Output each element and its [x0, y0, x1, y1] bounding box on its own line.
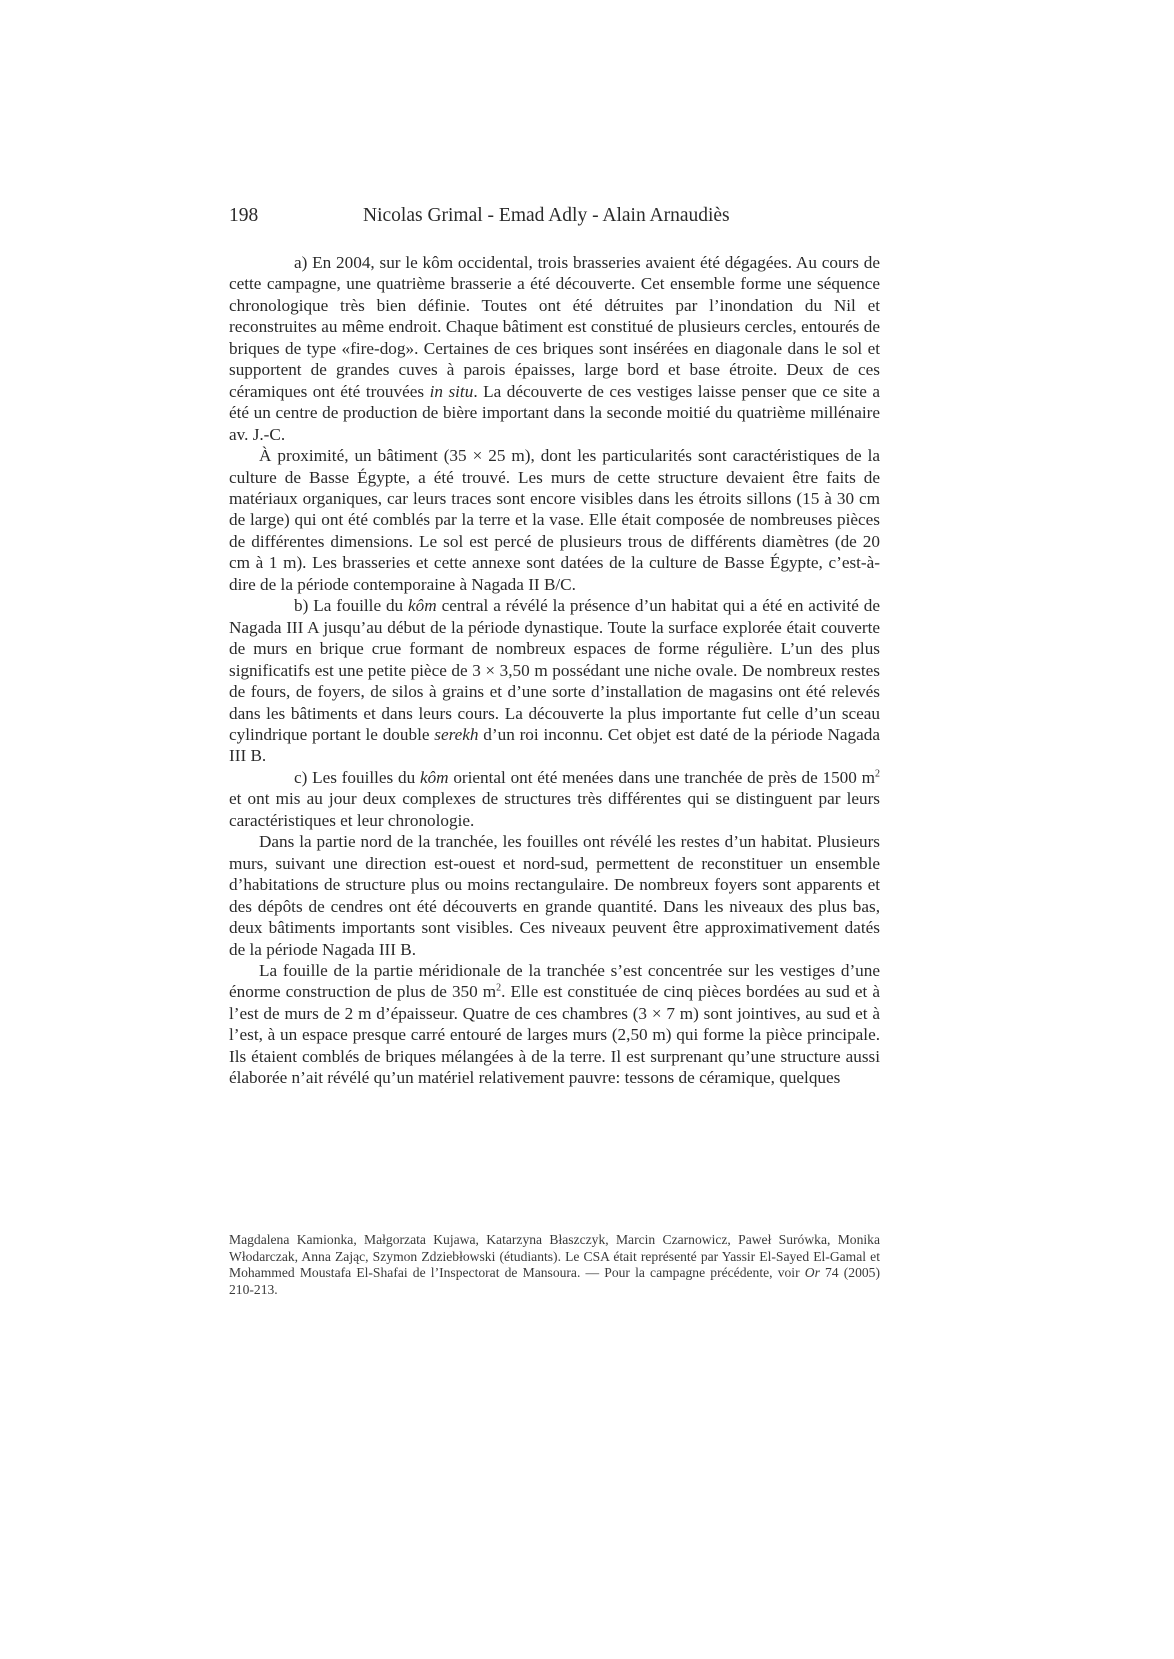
text-run: c) Les fouilles du — [294, 767, 420, 787]
page-header — [229, 201, 879, 231]
body-text — [229, 252, 880, 1089]
superscript: 2 — [496, 982, 502, 994]
text-run: b) La fouille du — [294, 596, 409, 616]
text-run: . La découverte de ces vestiges laisse penser que ce site a été un centre de production de bière important dans la seconde moitié du quatrième millénaire av. J.-C. — [229, 381, 881, 444]
text-run: d’un roi inconnu. Cet objet est daté de la période Nagada III B. — [229, 724, 880, 766]
body-paragraph — [229, 960, 880, 1089]
page-number: 198 — [229, 205, 259, 226]
body-paragraph — [229, 831, 880, 960]
italic-term: Or — [804, 1265, 820, 1280]
text-run: oriental ont été menées dans une tranchée de près de 1500 m — [448, 767, 875, 787]
italic-term: in situ — [429, 381, 474, 401]
text-run: 74 (2005) 210-213. — [229, 1265, 880, 1297]
italic-term: serekh — [434, 724, 479, 744]
text-run: Dans la partie nord de la tranchée, les fouilles ont révélé les restes d’un habitat. Plusieurs murs, suivant une direction est-ouest et nord-sud, permettent de reconstituer un ensemble d’habitations de structure plus ou moins rectangulaire. De nombreux foyers sont apparents et des dépôts de cendres ont été découverts en grande quantité. Dans les niveaux des plus bas, deux bâtiments importants sont visibles. Ces niveaux peuvent être approximativement datés de la période Nagada III B. — [229, 832, 880, 959]
text-run: . Elle est constituée de cinq pièces bordées au sud et à l’est de murs de 2 m d’épaisseur. Quatre de ces chambres (3 × 7 m) sont jointives, au sud et à l’est, à un espace presque carré entouré de larges murs (2,50 m) qui forme la pièce principale. Ils étaient comblés de briques mélangées à de la terre. Il est surprenant qu’une structure aussi élaborée n’ait révélé qu’un matériel relativement pauvre: tessons de céramique, quelques — [229, 982, 880, 1088]
text-run: et ont mis au jour deux complexes de structures très différentes qui se distinguent par leurs caractéristiques et leur chronologie. — [229, 789, 880, 830]
text-run: a) En 2004, sur le kôm occidental, trois brasseries avaient été dégagées. Au cours de cette campagne, une quatrième brasserie a été découverte. Cet ensemble forme une séquence chronologique très bien définie. Toutes ont été détruites par l’inondation du Nil et reconstruites au même endroit. Chaque bâtiment est constitué de plusieurs cercles, entourés de briques de type «fire-dog». Certaines de ces briques sont insérées en diagonale dans le sol et supportent de grandes cuves à parois épaisses, large bord et base étroite. Deux de ces céramiques ont été trouvées — [229, 253, 880, 401]
italic-term: kôm — [419, 767, 449, 787]
running-head: Nicolas Grimal - Emad Adly - Alain Arnaudiès — [363, 205, 730, 226]
footnote-paragraph — [229, 1232, 880, 1298]
italic-term: kôm — [408, 596, 437, 616]
text-run: À proximité, un bâtiment (35 × 25 m), dont les particularités sont caractéristiques de la culture de Basse Égypte, a été trouvé. Les murs de cette structure devaient être faits de matériaux organiques, car leurs traces sont encore visibles dans les étroits sillons (15 à 30 cm de large) qui ont été comblés par la terre et la vase. Elle était composée de nombreuses pièces de différentes dimensions. Le sol est percé de plusieurs trous de différents diamètres (de 20 cm à 1 m). Les brasseries et cette annexe sont datées de la culture de Basse Égypte, c’est-à-dire de la période contemporaine à Nagada II B/C. — [229, 446, 880, 594]
body-paragraph — [229, 595, 880, 767]
text-run: Magdalena Kamionka, Małgorzata Kujawa, Katarzyna Błaszczyk, Marcin Czarnowicz, Paweł Surówka, Monika Włodarczak, Anna Zając, Szymon Zdziebłowski (étudiants). Le CSA était représenté par Yassir El-Sayed El-Gamal et Mohammed Moustafa El-Shafai de l’Inspectorat de Mansoura. — Pour la campagne précédente, voir — [229, 1232, 880, 1280]
body-paragraph — [229, 252, 880, 445]
footnote — [229, 1232, 880, 1298]
text-run: central a révélé la présence d’un habitat qui a été en activité de Nagada III A jusqu’au début de la période dynastique. Toute la surface explorée était couverte de murs en brique crue formant de nombreux espaces de forme régulière. L’un des plus significatifs est une petite pièce de 3 × 3,50 m possédant une niche ovale. De nombreux restes de fours, de foyers, de silos à grains et d’une sorte d’installation de magasins ont été relevés dans les bâtiments et dans leurs cours. La découverte la plus importante fut celle d’un sceau cylindrique portant le double — [229, 596, 880, 744]
superscript: 2 — [875, 768, 880, 780]
body-paragraph — [229, 767, 880, 831]
text-run: La fouille de la partie méridionale de la tranchée s’est concentrée sur les vestiges d’une énorme construction de plus de 350 m — [229, 960, 880, 1002]
body-paragraph — [229, 445, 880, 595]
